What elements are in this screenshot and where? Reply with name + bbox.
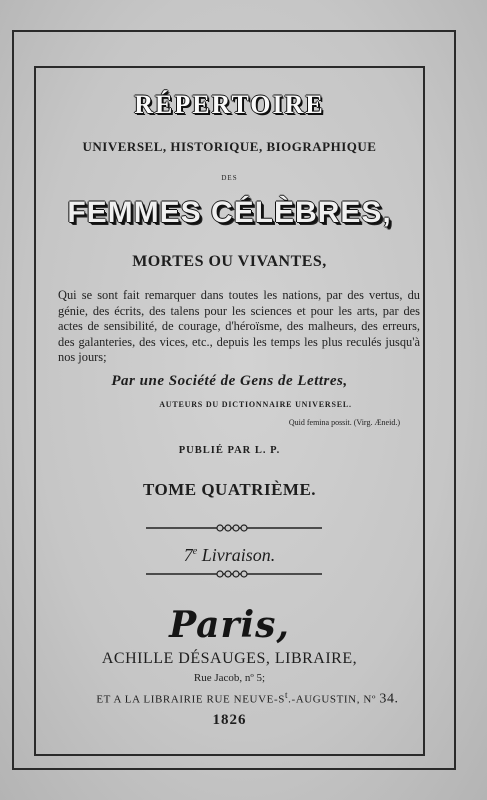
second-bookshop: ET A LA LIBRAIRIE RUE NEUVE-$S^t$.-AUGUSTIN, Nº 34. (96, 690, 399, 707)
livraison-label: 7e Livraison. (183, 545, 276, 565)
publication-year: 1826 (212, 712, 247, 728)
published-by: PUBLIÉ PAR L. P. (178, 445, 281, 456)
ornament-rule-top (146, 522, 322, 534)
description-paragraph: Qui se sont fait remarquer dans toutes les nations, par des vertus, du génie, des écrits, des talens pour les sciences et pour les arts, par des actes de sensibilité, de courage, d'héroïsme, des malheurs, des erreurs, des galanteries, des vices, etc., depuis les temps les plus reculés jusqu'à nos jours; (58, 288, 420, 364)
title-repertoire: RÉPERTOIRE (134, 90, 325, 119)
title-femmes-celebres: FEMMES CÉLÈBRES, (67, 196, 392, 229)
city-paris: Paris, (169, 604, 290, 646)
epigraph: Quid femina possit. (Virg. Æneid.) (288, 418, 400, 427)
subtitle-mortes-ou-vivantes: MORTES OU VIVANTES, (132, 253, 327, 270)
authors-subline: AUTEURS DU DICTIONNAIRE UNIVERSEL. (159, 400, 352, 409)
authors-line: Par une Société de Gens de Lettres, (111, 373, 348, 389)
subtitle-universel: UNIVERSEL, HISTORIQUE, BIOGRAPHIQUE (82, 139, 377, 154)
volume-title: TOME QUATRIÈME. (142, 480, 317, 499)
ornament-rule-bottom (146, 568, 322, 580)
word-des: DES (221, 174, 238, 182)
publisher-address: Rue Jacob, nº 5; (193, 672, 266, 684)
publisher-name: ACHILLE DÉSAUGES, LIBRAIRE, (101, 650, 358, 667)
